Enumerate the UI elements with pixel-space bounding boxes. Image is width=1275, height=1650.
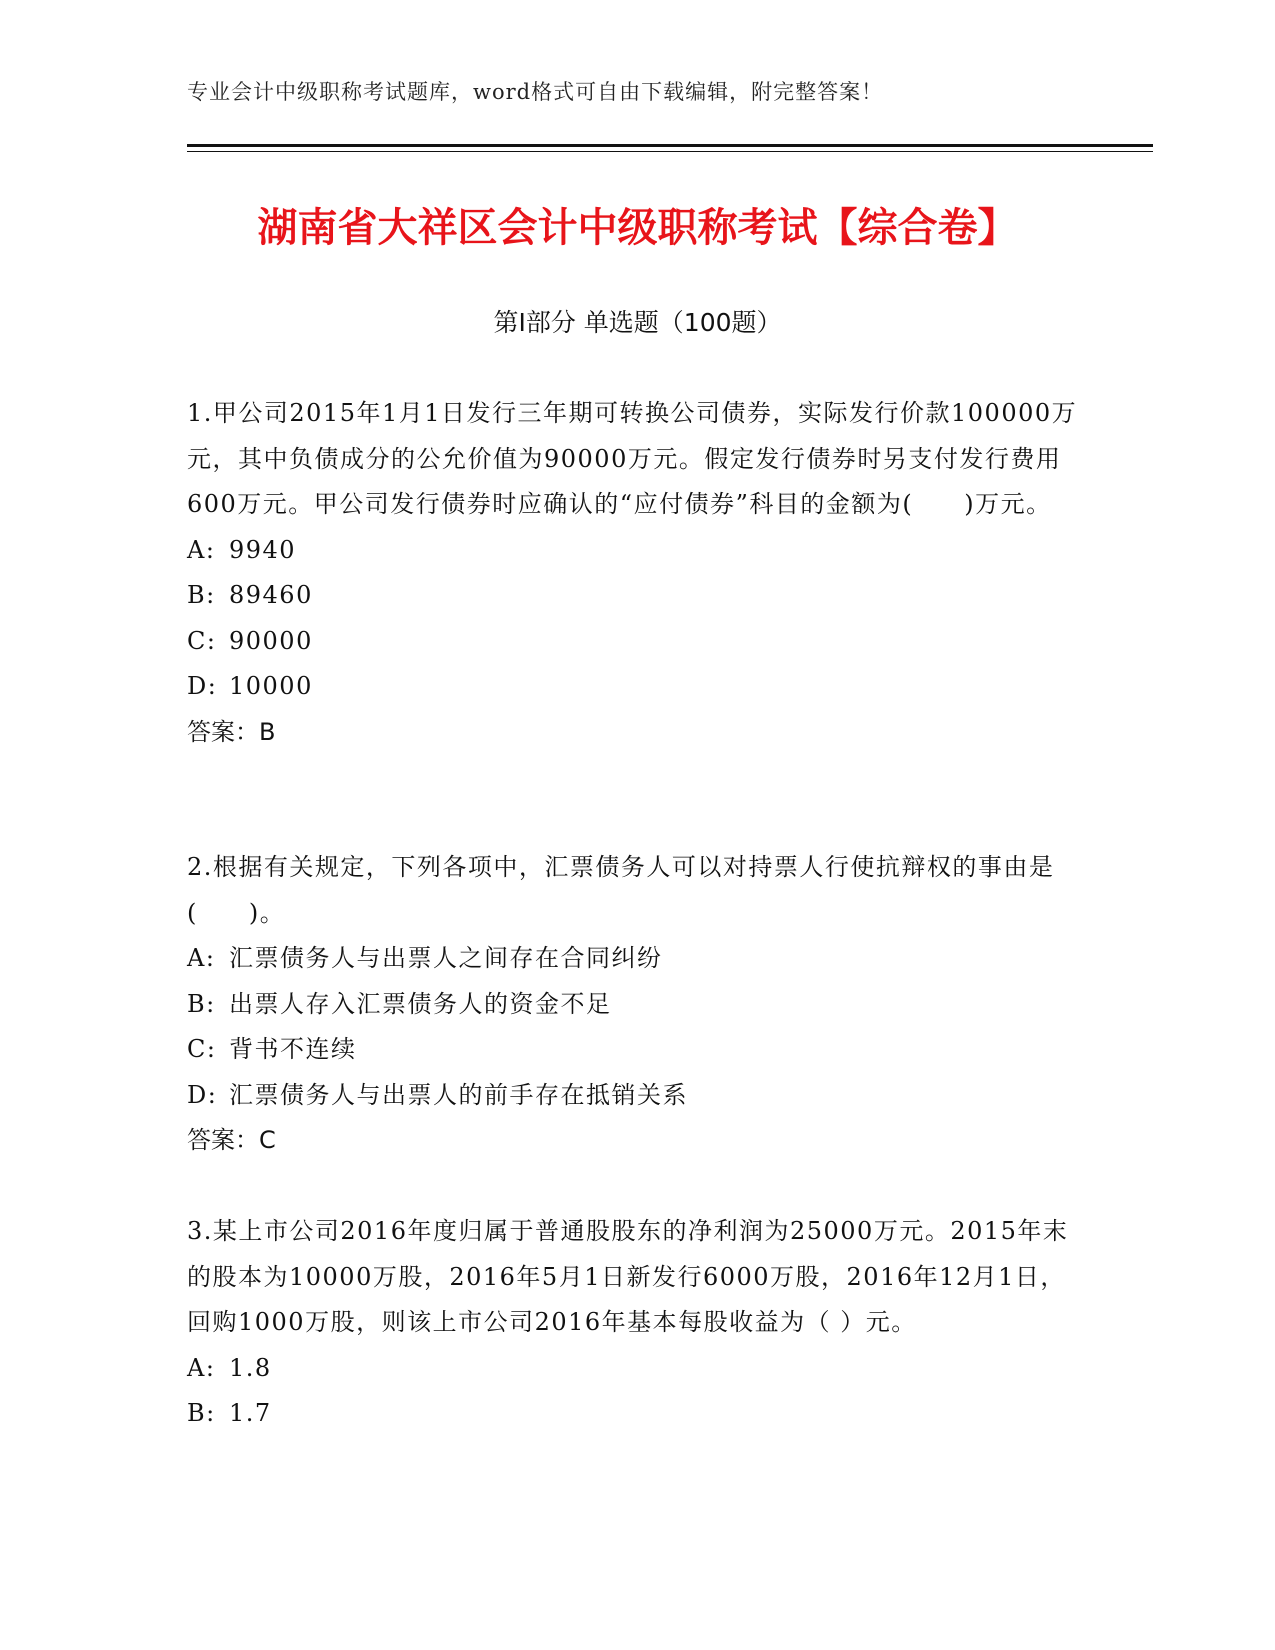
option-d [187,664,1087,710]
option-label: B: [187,1399,216,1427]
question-text: 2.根据有关规定，下列各项中，汇票债务人可以对持票人行使抗辩权的事由是( )。 [187,853,1055,927]
option-text: 出票人存入汇票债务人的资金不足 [229,989,612,1018]
option-label: A: [187,944,216,972]
option-text: 10000 [229,672,313,700]
header-rule-thick [187,144,1153,147]
option-c [187,1027,1087,1073]
option-label: D: [187,672,218,700]
option-b [187,982,1087,1028]
option-label: B: [187,581,216,609]
question-3 [187,1209,1087,1437]
question-1 [187,391,1087,755]
question-2 [187,845,1087,1164]
option-text: 89460 [229,581,313,609]
option-text: 9940 [229,535,297,564]
option-label: D: [187,1080,218,1109]
question-text: 1.甲公司2015年1月1日发行三年期可转换公司债券，实际发行价款100000万元，其中负债成分的公允价值为90000万元。假定发行债券时另支付发行费用600万元。甲公司发行债券时应确认的“应付债券”科目的金额为( )万元。 [187,399,1078,518]
answer: 答案：C [187,1126,276,1154]
section-title: 第Ⅰ部分 单选题（100题） [493,308,782,337]
option-label: B: [187,989,216,1018]
option-text: 90000 [229,626,313,655]
option-a [187,1346,1087,1392]
option-label: C: [187,626,217,655]
option-text: 汇票债务人与出票人的前手存在抵销关系 [229,1080,688,1109]
page-header: 专业会计中级职称考试题库，word格式可自由下载编辑，附完整答案！ [187,80,884,104]
option-label: C: [187,1035,217,1063]
option-label: A: [187,535,216,564]
option-d [187,1073,1087,1119]
option-text: 1.7 [229,1399,272,1427]
option-text: 汇票债务人与出票人之间存在合同纠纷 [229,944,663,972]
header-rule-thin [187,151,1153,152]
option-text: 1.8 [229,1353,272,1382]
option-c [187,619,1087,665]
option-b [187,573,1087,619]
document-title: 湖南省大祥区会计中级职称考试【综合卷】 [257,205,1018,251]
option-text: 背书不连续 [229,1035,357,1063]
option-a [187,936,1087,982]
option-label: A: [187,1353,216,1382]
option-b [187,1391,1087,1437]
option-a [187,528,1087,574]
question-text: 3.某上市公司2016年度归属于普通股股东的净利润为25000万元。2015年末的股本为10000万股，2016年5月1日新发行6000万股，2016年12月1日，回购1000万股，则该上市公司2016年基本每股收益为（ ）元。 [187,1217,1069,1336]
answer: 答案：B [187,717,276,746]
